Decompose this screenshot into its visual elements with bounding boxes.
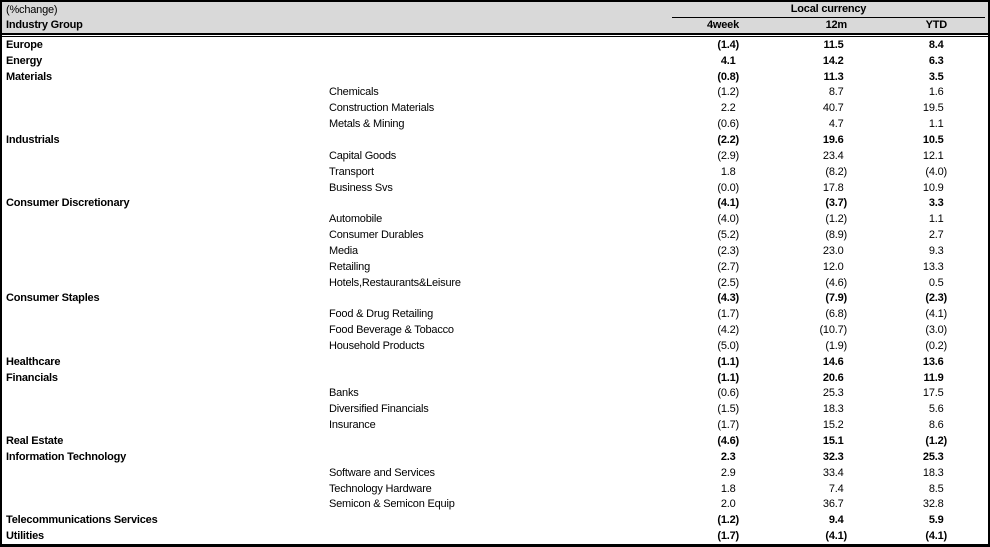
table-row [2,243,988,259]
header-row-columns [2,17,988,33]
value-12m: 36.7 [822,498,844,511]
value-4week: (2.7) [717,260,739,273]
column-header-4week: 4week [706,19,739,31]
value-12m: (1.9) [825,339,847,352]
sub-industry-cell: Retailing [329,260,371,273]
value-ytd: 18.3 [922,466,944,479]
value-4week: (0.8) [717,70,739,83]
percent-change-label: (%change) [6,4,58,16]
sub-industry-cell: Chemicals [329,86,379,99]
value-12m: (1.2) [825,213,847,226]
value-4week: (1.7) [717,419,739,432]
value-ytd: 3.5 [928,70,944,83]
value-ytd: (4.1) [925,530,947,543]
value-ytd: 8.6 [928,419,944,432]
industry-group-cell: Information Technology [6,450,127,463]
value-12m: 12.0 [822,260,844,273]
value-12m: 17.8 [822,181,844,194]
value-12m: (8.9) [825,229,847,242]
table-row [2,512,988,528]
value-ytd: 1.6 [928,86,944,99]
value-4week: (1.5) [717,403,739,416]
value-12m: (10.7) [819,324,847,337]
sub-industry-cell: Software and Services [329,466,435,479]
value-12m: 20.6 [822,371,844,384]
industry-group-cell: Europe [6,38,43,51]
value-4week: 2.2 [720,102,736,115]
value-4week: (0.6) [717,118,739,131]
sub-industry-cell: Capital Goods [329,149,397,162]
value-4week: (4.1) [717,197,739,210]
table-row [2,433,988,449]
value-ytd: 5.6 [928,403,944,416]
industry-group-cell: Financials [6,371,58,384]
value-12m: 15.1 [822,435,844,448]
industry-group-cell: Healthcare [6,355,61,368]
value-4week: (5.0) [717,339,739,352]
value-4week: (1.1) [717,355,739,368]
table-row [2,195,988,211]
table-row [2,227,988,243]
value-ytd: 13.3 [922,260,944,273]
value-ytd: 10.9 [922,181,944,194]
table-row [2,180,988,196]
value-ytd: 2.7 [928,229,944,242]
industry-group-column-header: Industry Group [6,19,83,31]
industry-group-cell: Real Estate [6,435,64,448]
value-12m: 33.4 [822,466,844,479]
value-ytd: 13.6 [922,355,944,368]
table-row [2,132,988,148]
value-ytd: (3.0) [925,324,947,337]
value-ytd: 5.9 [928,514,944,527]
value-ytd: 1.1 [928,213,944,226]
value-ytd: 11.9 [923,371,944,384]
value-4week: (2.2) [717,133,739,146]
sub-industry-cell: Transport [329,165,374,178]
value-12m: 11.5 [823,38,844,51]
value-4week: 2.3 [720,450,736,463]
table-row [2,354,988,370]
table-row [2,53,988,69]
value-ytd: (1.2) [925,435,947,448]
value-4week: 1.8 [720,165,736,178]
table-row [2,259,988,275]
value-4week: (5.2) [717,229,739,242]
value-ytd: (4.1) [925,308,947,321]
value-4week: (1.1) [717,371,739,384]
value-12m: 14.2 [822,54,844,67]
table-row [2,275,988,291]
sub-industry-cell: Technology Hardware [329,482,432,495]
table-row [2,291,988,307]
value-4week: (2.9) [717,149,739,162]
industry-group-cell: Telecommunications Services [6,514,158,527]
sub-industry-cell: Automobile [329,213,383,226]
table-row [2,401,988,417]
industry-group-cell: Consumer Staples [6,292,100,305]
value-12m: (4.1) [825,530,847,543]
industry-group-cell: Materials [6,70,52,83]
column-header-12m: 12m [825,19,847,31]
table-body [2,37,988,544]
sub-industry-cell: Banks [329,387,359,400]
table-row [2,211,988,227]
table-row [2,370,988,386]
value-ytd: 3.3 [928,197,944,210]
value-12m: 14.6 [822,355,844,368]
value-ytd: 10.5 [922,133,944,146]
value-12m: (8.2) [825,165,847,178]
table-row [2,386,988,402]
value-12m: (3.7) [825,197,847,210]
table-header [2,2,988,35]
value-12m: 25.3 [822,387,844,400]
value-4week: (2.5) [717,276,739,289]
value-4week: (1.2) [717,86,739,99]
value-ytd: 1.1 [928,118,944,131]
value-ytd: (0.2) [925,339,947,352]
value-4week: (4.0) [717,213,739,226]
table-row [2,100,988,116]
value-12m: 19.6 [822,133,844,146]
value-4week: (1.4) [717,38,739,51]
sub-industry-cell: Business Svs [329,181,393,194]
table-row [2,164,988,180]
sub-industry-cell: Food & Drug Retailing [329,308,434,321]
value-12m: 23.4 [822,149,844,162]
local-currency-header [672,3,985,18]
value-4week: (0.6) [717,387,739,400]
value-4week: 2.9 [720,466,736,479]
value-4week: (4.6) [717,435,739,448]
table-row [2,528,988,544]
value-4week: 1.8 [720,482,736,495]
sub-industry-cell: Insurance [329,419,376,432]
value-12m: 9.4 [828,514,844,527]
table-row [2,465,988,481]
sub-industry-cell: Metals & Mining [329,118,405,131]
value-12m: 8.7 [828,86,844,99]
table-row [2,306,988,322]
value-ytd: 19.5 [922,102,944,115]
table-row [2,37,988,53]
column-header-ytd: YTD [925,19,947,31]
industry-group-cell: Utilities [6,530,44,543]
value-12m: 15.2 [822,419,844,432]
value-ytd: (4.0) [925,165,947,178]
industry-group-cell: Consumer Discretionary [6,197,130,210]
value-ytd: 9.3 [928,244,944,257]
table-row [2,116,988,132]
value-12m: 11.3 [823,70,844,83]
sub-industry-cell: Household Products [329,339,425,352]
value-4week: 4.1 [720,54,736,67]
value-12m: (4.6) [825,276,847,289]
table-row [2,338,988,354]
sub-industry-cell: Media [329,244,358,257]
value-4week: (2.3) [717,244,739,257]
table-row [2,496,988,512]
value-4week: (4.2) [717,324,739,337]
local-currency-label: Local currency [790,3,867,15]
value-ytd: 12.1 [922,149,944,162]
header-row-top [2,2,988,17]
value-ytd: 8.5 [928,482,944,495]
sub-industry-cell: Food Beverage & Tobacco [329,324,454,337]
value-12m: 18.3 [822,403,844,416]
value-ytd: (2.3) [925,292,947,305]
table-row [2,322,988,338]
table-row [2,69,988,85]
sub-industry-cell: Consumer Durables [329,229,424,242]
value-ytd: 8.4 [928,38,944,51]
value-12m: 40.7 [822,102,844,115]
table-row [2,85,988,101]
value-4week: (1.7) [717,530,739,543]
table-row [2,449,988,465]
value-ytd: 25.3 [922,450,944,463]
sub-industry-cell: Hotels,Restaurants&Leisure [329,276,461,289]
table-row [2,417,988,433]
industry-group-cell: Industrials [6,133,60,146]
value-12m: 4.7 [828,118,844,131]
value-12m: 7.4 [828,482,844,495]
value-12m: (6.8) [825,308,847,321]
value-4week: (0.0) [717,181,739,194]
value-12m: 23.0 [822,244,844,257]
sub-industry-cell: Diversified Financials [329,403,429,416]
industry-group-cell: Energy [6,54,43,67]
value-4week: (1.7) [717,308,739,321]
table-row [2,481,988,497]
value-4week: (4.3) [717,292,739,305]
sub-industry-cell: Semicon & Semicon Equip [329,498,455,511]
value-12m: (7.9) [825,292,847,305]
value-12m: 32.3 [822,450,844,463]
value-ytd: 17.5 [922,387,944,400]
value-ytd: 0.5 [928,276,944,289]
sub-industry-cell: Construction Materials [329,102,435,115]
value-4week: 2.0 [720,498,736,511]
value-4week: (1.2) [717,514,739,527]
value-ytd: 32.8 [922,498,944,511]
table-row [2,148,988,164]
value-ytd: 6.3 [928,54,944,67]
